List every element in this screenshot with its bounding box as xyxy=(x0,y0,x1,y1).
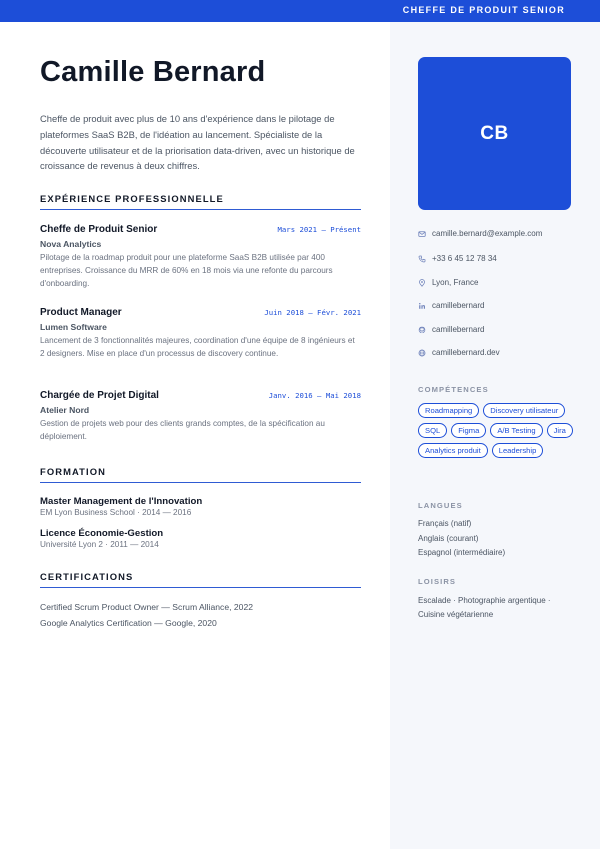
certifications-heading: CERTIFICATIONS xyxy=(40,571,361,588)
job-dates: Mars 2021 — Présent xyxy=(277,225,361,234)
skill-chip: Analytics produit xyxy=(418,443,488,458)
skills-list xyxy=(418,403,578,458)
skill-chip: Discovery utilisateur xyxy=(483,403,565,418)
experience-heading: EXPÉRIENCE PROFESSIONNELLE xyxy=(40,193,361,210)
avatar xyxy=(418,57,571,210)
phone-icon xyxy=(418,255,426,263)
contact-email[interactable] xyxy=(418,229,588,238)
contact-location-text: Lyon, France xyxy=(432,278,479,287)
skill-chip: A/B Testing xyxy=(490,423,542,438)
job-description: Pilotage de la roadmap produit pour une plateforme SaaS B2B utilisée par 400 entreprises. Croissance du MRR de 60% en 18 mois via une refonte du parcours d'onboarding. xyxy=(40,253,333,288)
hobbies-text: Escalade · Photographie argentique · Cuisine végétarienne xyxy=(418,596,551,619)
job-dates: Juin 2018 — Févr. 2021 xyxy=(264,308,361,317)
sidebar xyxy=(390,22,600,849)
top-banner xyxy=(0,0,600,22)
skill-chip: Leadership xyxy=(492,443,544,458)
skill-chip: Jira xyxy=(547,423,573,438)
candidate-name: Camille Bernard xyxy=(40,56,266,88)
hobbies-heading: LOISIRS xyxy=(418,577,457,586)
contact-phone[interactable] xyxy=(418,254,588,263)
certification-item: Google Analytics Certification — Google, 2020 xyxy=(40,617,217,628)
job-dates: Janv. 2016 — Mai 2018 xyxy=(268,391,361,400)
job-description: Gestion de projets web pour des clients grands comptes, de la spécification au déploiement. xyxy=(40,419,325,441)
skills-heading: COMPÉTENCES xyxy=(418,385,489,394)
job-title: Product Manager xyxy=(40,307,122,318)
job-title: Chargée de Projet Digital xyxy=(40,390,159,401)
education-meta: EM Lyon Business School · 2014 — 2016 xyxy=(40,508,192,517)
skill-chip: Roadmapping xyxy=(418,403,479,418)
profile-summary: Cheffe de produit avec plus de 10 ans d'expérience dans le pilotage de plateformes SaaS B2B, de l'idéation au lancement. Spécialiste de la découverte utilisateur et de la priorisation data-driven, avec un historique de croissance de revenus à deux chiffres. xyxy=(40,113,355,172)
contact-website-text: camillebernard.dev xyxy=(432,348,500,357)
job-entry xyxy=(40,224,361,290)
mail-icon xyxy=(418,230,426,238)
contact-github[interactable] xyxy=(418,325,588,334)
education-heading: FORMATION xyxy=(40,466,361,483)
languages-heading: LANGUES xyxy=(418,501,463,510)
contact-location xyxy=(418,278,588,287)
contact-email-text: camille.bernard@example.com xyxy=(432,229,543,238)
linkedin-icon xyxy=(418,302,426,310)
job-company: Nova Analytics xyxy=(40,239,102,249)
certification-item: Certified Scrum Product Owner — Scrum Alliance, 2022 xyxy=(40,602,254,612)
job-company: Atelier Nord xyxy=(40,405,90,415)
skill-chip: Figma xyxy=(451,423,486,438)
job-company: Lumen Software xyxy=(40,322,107,332)
contact-github-text: camillebernard xyxy=(432,325,485,334)
education-entry xyxy=(40,496,361,517)
contact-phone-text: +33 6 45 12 78 34 xyxy=(432,254,497,263)
job-title: Cheffe de Produit Senior xyxy=(40,224,158,235)
education-degree: Master Management de l'Innovation xyxy=(40,496,203,507)
contact-linkedin-text: camillebernard xyxy=(432,301,485,310)
avatar-initials: CB xyxy=(480,122,509,144)
contact-website[interactable] xyxy=(418,348,588,357)
contact-linkedin[interactable] xyxy=(418,301,588,310)
language-item: Anglais (courant) xyxy=(418,533,479,543)
job-entry xyxy=(40,390,361,444)
github-icon xyxy=(418,326,426,334)
globe-icon xyxy=(418,349,426,357)
education-meta: Université Lyon 2 · 2011 — 2014 xyxy=(40,540,159,549)
certifications-list xyxy=(40,600,253,631)
skill-chip: SQL xyxy=(418,423,447,438)
education-degree: Licence Économie-Gestion xyxy=(40,528,164,539)
job-entry xyxy=(40,307,361,361)
language-item: Espagnol (intermédiaire) xyxy=(418,548,506,557)
job-description: Lancement de 3 fonctionnalités majeures, coordination d'une équipe de 8 ingénieurs et 2 designers. Mise en place d'un processus de discovery continue. xyxy=(40,336,355,358)
role-title: CHEFFE DE PRODUIT SENIOR xyxy=(402,5,565,15)
language-item: Français (natif) xyxy=(418,519,472,528)
education-entry xyxy=(40,528,361,549)
location-pin-icon xyxy=(418,279,426,287)
languages-list xyxy=(418,517,505,561)
